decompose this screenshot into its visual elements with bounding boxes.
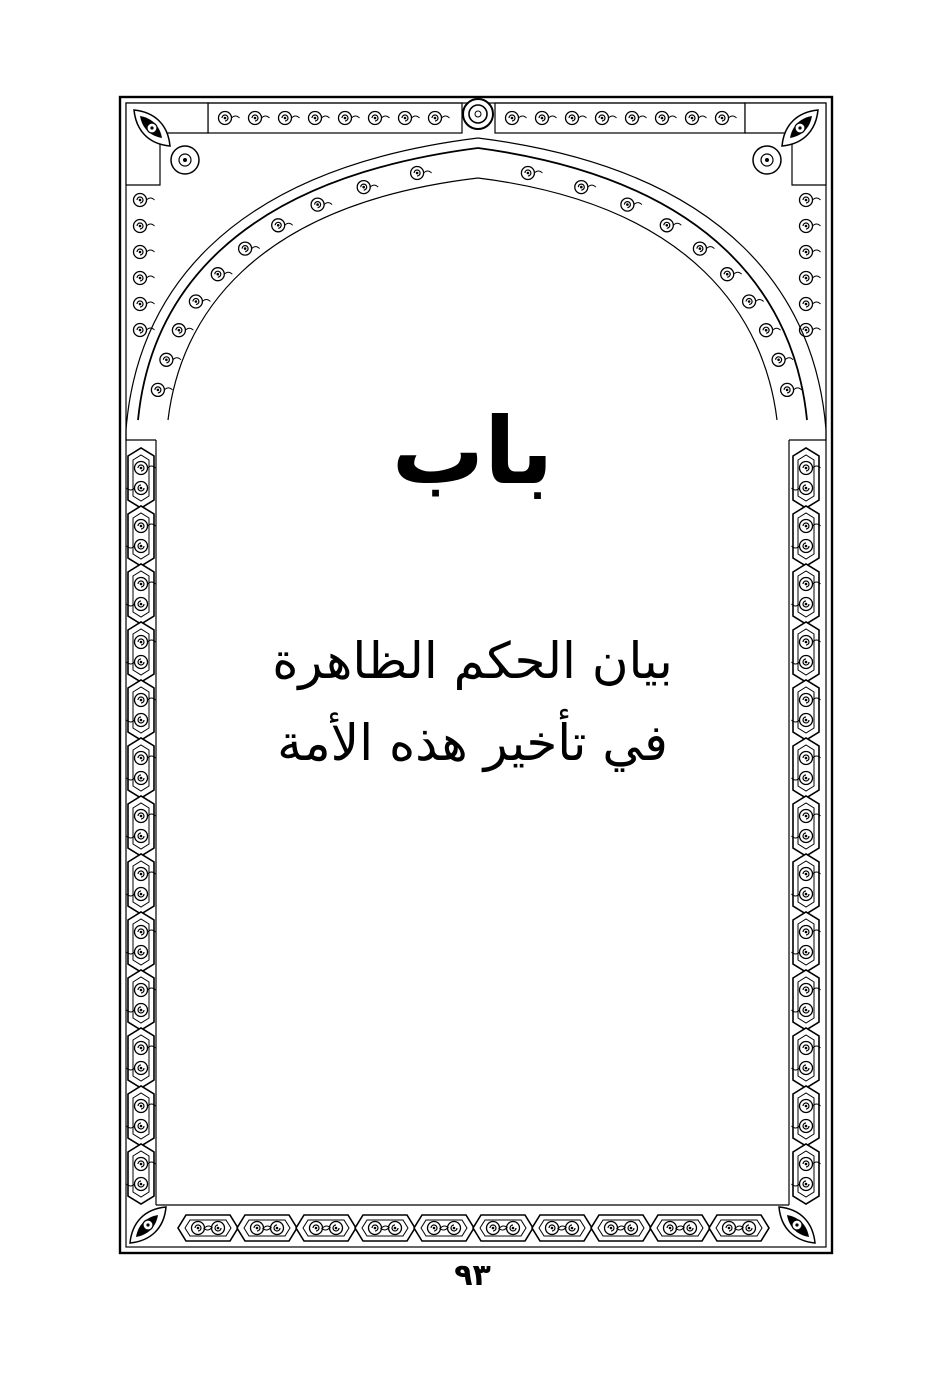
border-cartouche bbox=[473, 1215, 533, 1241]
arch-swirl bbox=[693, 242, 714, 255]
border-swirl bbox=[134, 324, 155, 337]
arch-swirl bbox=[760, 324, 781, 337]
arch-swirl bbox=[211, 268, 232, 281]
arch-swirls bbox=[151, 167, 801, 397]
border-swirl bbox=[134, 298, 155, 311]
arch-swirl bbox=[272, 219, 293, 232]
border-swirl bbox=[219, 112, 240, 125]
border-swirl bbox=[279, 112, 300, 125]
border-swirl bbox=[800, 272, 821, 285]
left-border-column bbox=[127, 194, 156, 1205]
corner-ornament-bottom-left bbox=[130, 1207, 166, 1243]
border-swirl bbox=[506, 112, 527, 125]
border-cartouche bbox=[127, 970, 156, 1030]
border-swirl bbox=[716, 112, 737, 125]
border-swirl bbox=[800, 324, 821, 337]
border-cartouche bbox=[355, 1215, 415, 1241]
corner-ornament-top-left bbox=[126, 103, 208, 185]
border-swirl bbox=[134, 194, 155, 207]
border-cartouche bbox=[237, 1215, 297, 1241]
arch-swirl bbox=[721, 268, 742, 281]
arch-swirl bbox=[239, 242, 260, 255]
border-swirl bbox=[800, 298, 821, 311]
arch-swirl bbox=[575, 181, 596, 194]
border-cartouche bbox=[792, 564, 821, 624]
border-cartouche bbox=[127, 564, 156, 624]
border-swirl bbox=[134, 272, 155, 285]
border-swirl bbox=[800, 194, 821, 207]
border-swirl bbox=[339, 112, 360, 125]
border-cartouche bbox=[792, 970, 821, 1030]
right-border-column bbox=[792, 194, 821, 1205]
border-cartouche bbox=[792, 912, 821, 972]
border-cartouche bbox=[792, 506, 821, 566]
border-swirl bbox=[309, 112, 330, 125]
border-swirl bbox=[429, 112, 450, 125]
bottom-border-row bbox=[178, 1215, 769, 1241]
border-swirl bbox=[800, 220, 821, 233]
border-swirl bbox=[626, 112, 647, 125]
border-swirl bbox=[134, 246, 155, 259]
arch-band bbox=[126, 138, 826, 430]
arch-swirl bbox=[521, 167, 542, 180]
border-swirl bbox=[566, 112, 587, 125]
border-cartouche bbox=[127, 1028, 156, 1088]
arch-swirl bbox=[781, 383, 802, 396]
border-cartouche bbox=[414, 1215, 474, 1241]
border-cartouche bbox=[296, 1215, 356, 1241]
arch-swirl bbox=[160, 353, 181, 366]
chapter-title: باب bbox=[391, 398, 554, 505]
arch-swirl bbox=[357, 181, 378, 194]
border-cartouche bbox=[127, 1144, 156, 1204]
arch-swirl bbox=[660, 219, 681, 232]
arch-swirl bbox=[743, 295, 764, 308]
corner-ornament-top-right bbox=[745, 103, 826, 185]
border-cartouche bbox=[792, 1144, 821, 1204]
border-cartouche bbox=[127, 912, 156, 972]
border-swirl bbox=[596, 112, 617, 125]
border-cartouche bbox=[532, 1215, 592, 1241]
border-cartouche bbox=[792, 1028, 821, 1088]
border-cartouche bbox=[127, 854, 156, 914]
border-swirl bbox=[656, 112, 677, 125]
border-cartouche bbox=[792, 1086, 821, 1146]
arch-swirl bbox=[151, 383, 172, 396]
border-cartouche bbox=[650, 1215, 710, 1241]
border-swirl bbox=[536, 112, 557, 125]
border-swirl bbox=[249, 112, 270, 125]
border-cartouche bbox=[792, 796, 821, 856]
page-number: ٩٣ bbox=[454, 1258, 491, 1293]
border-swirl bbox=[686, 112, 707, 125]
border-cartouche bbox=[127, 796, 156, 856]
border-cartouche bbox=[127, 1086, 156, 1146]
border-cartouche bbox=[792, 854, 821, 914]
border-cartouche bbox=[591, 1215, 651, 1241]
arch-swirl bbox=[411, 167, 432, 180]
corner-ornament-bottom-right bbox=[779, 1207, 815, 1243]
arch-swirl bbox=[621, 198, 642, 211]
chapter-subtitle-line-2: في تأخير هذه الأمة bbox=[277, 714, 668, 772]
border-swirl bbox=[800, 246, 821, 259]
arch-swirl bbox=[772, 353, 793, 366]
border-cartouche bbox=[127, 506, 156, 566]
arch-swirl bbox=[172, 324, 193, 337]
arch-swirl bbox=[311, 198, 332, 211]
border-swirl bbox=[399, 112, 420, 125]
arch-swirl bbox=[189, 295, 210, 308]
chapter-subtitle-line-1: بيان الحكم الظاهرة bbox=[272, 632, 673, 690]
border-cartouche bbox=[178, 1215, 238, 1241]
border-cartouche bbox=[709, 1215, 769, 1241]
border-swirl bbox=[369, 112, 390, 125]
border-swirl bbox=[134, 220, 155, 233]
